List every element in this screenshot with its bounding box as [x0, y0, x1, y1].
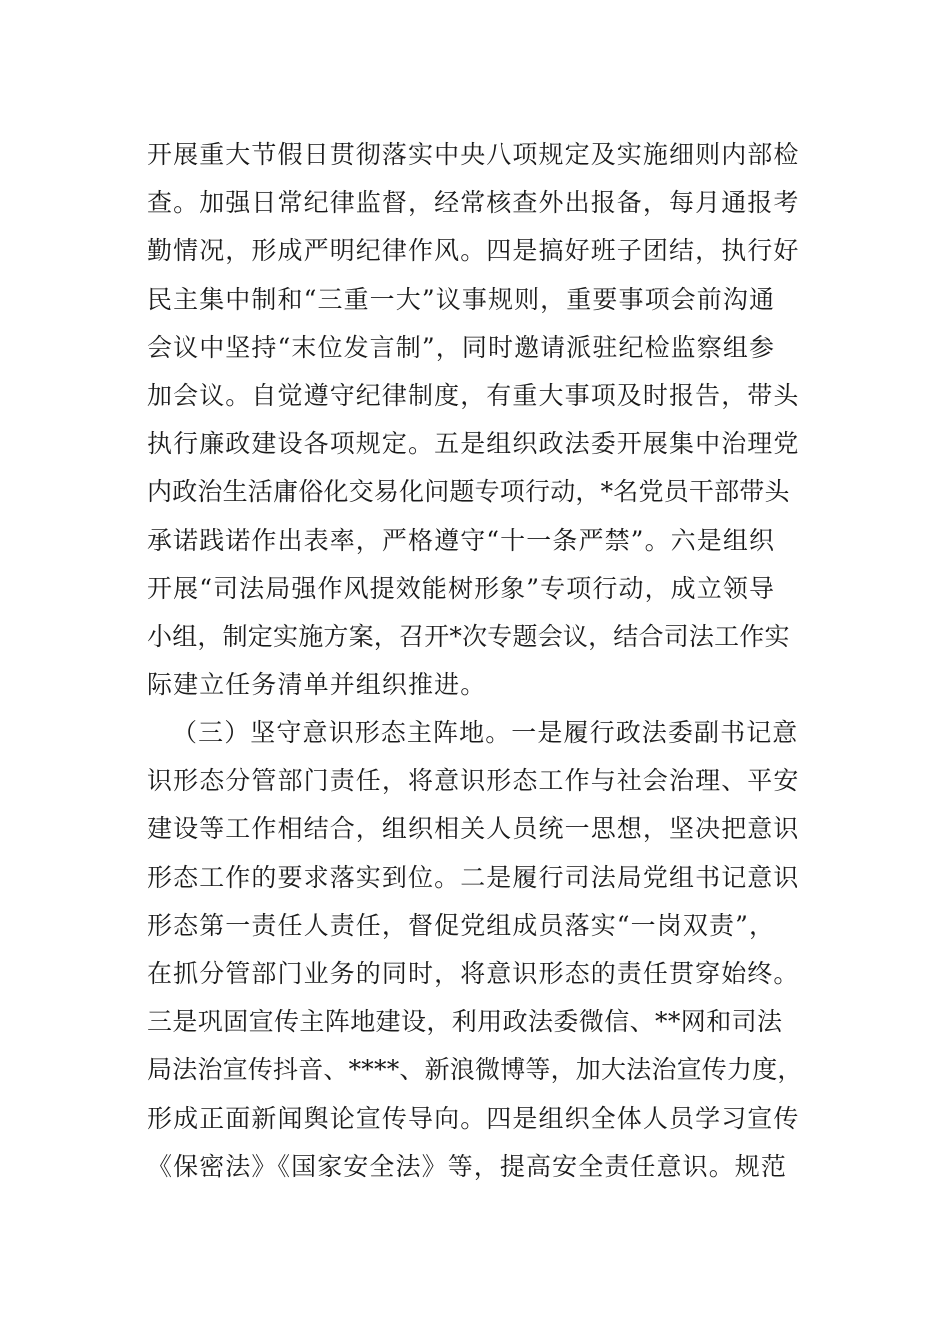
text-line: 形态第一责任人责任，督促党组成员落实“一岗双责”， — [147, 910, 776, 940]
text-line: 识形态分管部门责任，将意识形态工作与社会治理、平安 — [147, 766, 800, 796]
text-line: 内政治生活庸俗化交易化问题专项行动，*名党员干部带头 — [147, 477, 790, 507]
text-line: 三是巩固宣传主阵地建设，利用政法委微信、**网和司法 — [147, 1007, 783, 1037]
text-line: 形态工作的要求落实到位。二是履行司法局党组书记意识 — [147, 862, 800, 892]
text-line: 会议中坚持“末位发言制”，同时邀请派驻纪检监察组参 — [147, 332, 776, 362]
text-line: 勤情况，形成严明纪律作风。四是搞好班子团结，执行好 — [147, 236, 800, 266]
text-line: 在抓分管部门业务的同时，将意识形态的责任贯穿始终。 — [147, 958, 800, 988]
paragraph-continued-discipline — [147, 131, 827, 709]
text-line: 民主集中制和“三重一大”议事规则，重要事项会前沟通 — [147, 284, 776, 314]
text-line: 加会议。自觉遵守纪律制度，有重大事项及时报告，带头 — [147, 380, 800, 410]
text-line: 局法治宣传抖音、****、新浪微博等，加大法治宣传力度， — [147, 1055, 803, 1085]
text-line: 查。加强日常纪律监督，经常核查外出报备，每月通报考 — [147, 188, 800, 218]
text-line: 际建立任务清单并组织推进。 — [147, 670, 487, 700]
text-line: 《保密法》《国家安全法》等，提高安全责任意识。规范 — [147, 1151, 788, 1181]
text-line: 建设等工作相结合，组织相关人员统一思想，坚决把意识 — [147, 814, 800, 844]
section-heading-line: （三）坚守意识形态主阵地。一是履行政法委副书记意 — [172, 718, 799, 747]
text-line: 执行廉政建设各项规定。五是组织政法委开展集中治理党 — [147, 429, 800, 459]
text-line: 小组，制定实施方案，召开*次专题会议，结合司法工作实 — [147, 621, 790, 651]
text-line: 形成正面新闻舆论宣传导向。四是组织全体人员学习宣传 — [147, 1103, 800, 1133]
text-line: 开展“司法局强作风提效能树形象”专项行动，成立领导 — [147, 573, 776, 603]
text-line: 开展重大节假日贯彻落实中央八项规定及实施细则内部检 — [147, 140, 800, 169]
text-line: 承诺践诺作出表率，严格遵守“十一条严禁”。六是组织 — [147, 525, 776, 555]
paragraph-ideology-position — [147, 709, 827, 1191]
